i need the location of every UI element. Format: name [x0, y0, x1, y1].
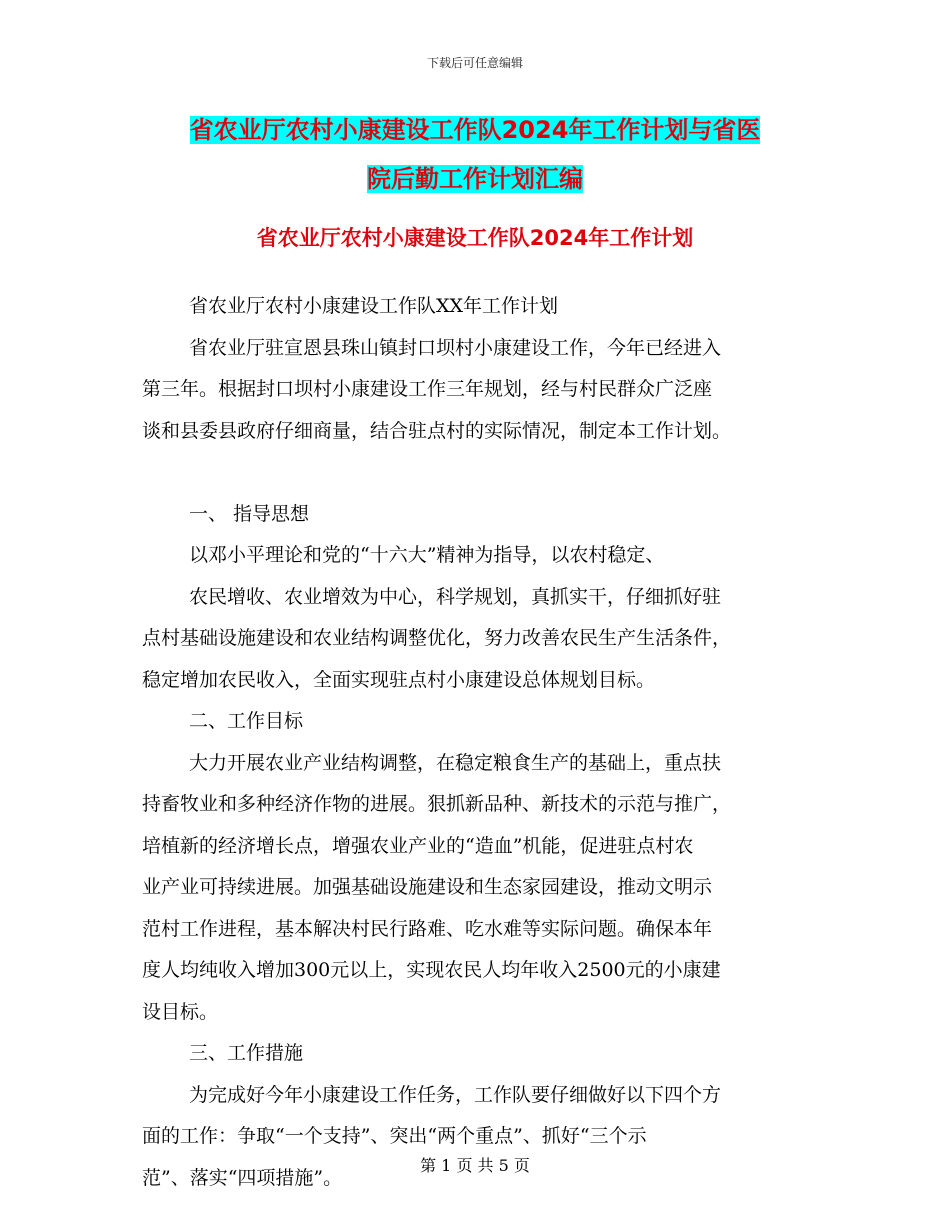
paragraph-line: 第三年。根据封口坝村小康建设工作三年规划，经与村民群众广泛座	[142, 378, 713, 400]
paragraph-line: 设目标。	[142, 1000, 219, 1023]
paragraph-line: 大力开展农业产业结构调整，在稳定粮食生产的基础上，重点扶	[189, 751, 722, 774]
paragraph-line: 培植新的经济增长点，增强农业产业的“造血”机能，促进驻点村农	[142, 834, 694, 857]
paragraph-line: 范村工作进程，基本解决村民行路难、吃水难等实际问题。确保本年	[142, 917, 713, 940]
heading-guiding-thought: 一、 指导思想	[189, 502, 310, 525]
paragraph-line: 度人均纯收入增加300元以上，实现农民人均年收入2500元的小康建	[142, 959, 721, 981]
page-number-footer: 第 1 页 共 5 页	[420, 1156, 530, 1175]
paragraph-line: 谈和县委县政府仔细商量，结合驻点村的实际情况，制定本工作计划。	[142, 419, 732, 442]
paragraph-line: 以邓小平理论和党的“十六大”精神为指导，以农村稳定、	[189, 544, 665, 566]
blank-line	[142, 452, 812, 494]
paragraph-line: 省农业厅农村小康建设工作队XX年工作计划	[189, 295, 559, 317]
paragraph-line: 省农业厅驻宣恩县珠山镇封口坝村小康建设工作，今年已经进入	[189, 336, 722, 359]
header-note: 下载后可任意编辑	[426, 56, 523, 70]
paragraph-line: 稳定增加农民收入，全面实现驻点村小康建设总体规划目标。	[142, 668, 656, 691]
document-title-line-1: 省农业厅农村小康建设工作队2024年工作计划与省医	[189, 116, 761, 144]
heading-work-goals: 二、工作目标	[189, 710, 304, 732]
document-title-line-2: 院后勤工作计划汇编	[367, 165, 583, 193]
paragraph-line: 范”、落实“四项措施”。	[142, 1166, 343, 1189]
paragraph-line: 持畜牧业和多种经济作物的进展。狠抓新品种、新技术的示范与推广，	[142, 793, 732, 815]
paragraph-line: 点村基础设施建设和农业结构调整优化，努力改善农民生产生活条件，	[142, 627, 732, 649]
paragraph-line: 农民增收、农业增效为中心，科学规划，真抓实干，仔细抓好驻	[189, 585, 722, 608]
document-body	[142, 286, 812, 1199]
document-title	[0, 106, 950, 204]
section-title: 省农业厅农村小康建设工作队2024年工作计划	[256, 226, 694, 250]
paragraph-line: 业产业可持续进展。加强基础设施建设和生态家园建设，推动文明示	[142, 876, 713, 898]
paragraph-line: 为完成好今年小康建设工作任务，工作队要仔细做好以下四个方	[189, 1083, 722, 1106]
paragraph-line: 面的工作：争取“一个支持”、突出“两个重点”、抓好“三个示	[142, 1125, 647, 1147]
heading-work-measures: 三、工作措施	[189, 1042, 304, 1064]
